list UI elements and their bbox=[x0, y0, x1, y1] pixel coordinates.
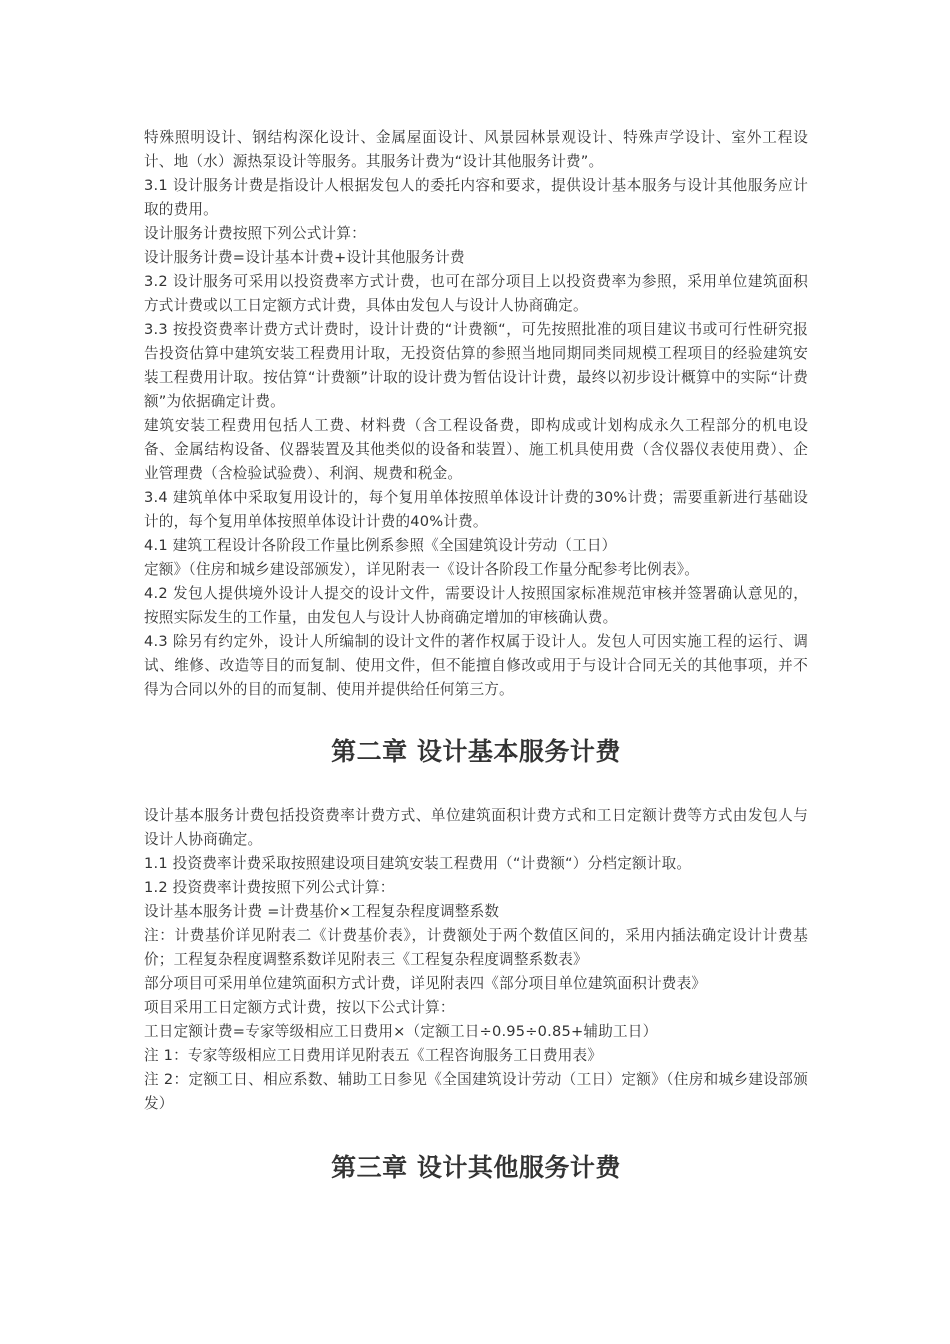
chapter-3-heading: 第三章 设计其他服务计费 bbox=[331, 1153, 621, 1182]
paragraph: 设计基本服务计费包括投资费率计费方式、单位建筑面积计费方式和工日定额计费等方式由发包人与设计人协商确定。 bbox=[144, 807, 808, 848]
note: 注 1：专家等级相应工日费用详见附表五《工程咨询服务工日费用表》 bbox=[144, 1047, 603, 1064]
paragraph: 4.2 发包人提供境外设计人提交的设计文件，需要设计人按照国家标准规范审核并签署确认意见的，按照实际发生的工作量，由发包人与设计人协商确定增加的审核确认费。 bbox=[144, 585, 808, 626]
paragraph: 部分项目可采用单位建筑面积方式计费，详见附表四《部分项目单位建筑面积计费表》 bbox=[144, 975, 707, 992]
paragraph: 4.1 建筑工程设计各阶段工作量比例系参照《全国建筑设计劳动（工日） bbox=[144, 537, 617, 554]
formula: 设计基本服务计费 =计费基价×工程复杂程度调整系数 bbox=[144, 903, 500, 920]
formula: 工日定额计费=专家等级相应工日费用×（定额工日÷0.95÷0.85+辅助工日） bbox=[144, 1023, 658, 1040]
note: 注：计费基价详见附表二《计费基价表》，计费额处于两个数值区间的，采用内插法确定设计计费基价；工程复杂程度调整系数详见附表三《工程复杂程度调整系数表》 bbox=[144, 927, 808, 968]
paragraph: 3.4 建筑单体中采取复用设计的，每个复用单体按照单体设计计费的30%计费；需要重新进行基础设计的，每个复用单体按照单体设计计费的40%计费。 bbox=[144, 489, 808, 530]
paragraph: 4.3 除另有约定外，设计人所编制的设计文件的著作权属于设计人。发包人可因实施工程的运行、调试、维修、改造等目的而复制、使用文件，但不能擅自修改或用于与设计合同无关的其他事项，并不得为合同以外的目的而复制、使用并提供给任何第三方。 bbox=[144, 633, 808, 698]
chapter-2-body bbox=[144, 804, 808, 1116]
paragraph: 建筑安装工程费用包括人工费、材料费（含工程设备费，即构成或计划构成永久工程部分的机电设备、金属结构设备、仪器装置及其他类似的设备和装置）、施工机具使用费（含仪器仪表使用费）、企业管理费（含检验试验费）、利润、规费和税金。 bbox=[144, 417, 808, 482]
note: 注 2：定额工日、相应系数、辅助工日参见《全国建筑设计劳动（工日）定额》（住房和城乡建设部颁发） bbox=[144, 1071, 808, 1112]
paragraph: 1.2 投资费率计费按照下列公式计算： bbox=[144, 879, 395, 896]
section-1 bbox=[144, 126, 808, 702]
paragraph: 3.1 设计服务计费是指设计人根据发包人的委托内容和要求，提供设计基本服务与设计其他服务应计取的费用。 bbox=[144, 177, 808, 218]
paragraph: 定额》（住房和城乡建设部颁发），详见附表一《设计各阶段工作量分配参考比例表》。 bbox=[144, 561, 700, 578]
document-page bbox=[144, 126, 808, 1184]
paragraph: 3.2 设计服务可采用以投资费率方式计费，也可在部分项目上以投资费率为参照，采用单位建筑面积方式计费或以工日定额方式计费，具体由发包人与设计人协商确定。 bbox=[144, 273, 808, 314]
paragraph: 1.1 投资费率计费采取按照建设项目建筑安装工程费用（“计费额“）分档定额计取。 bbox=[144, 855, 692, 872]
paragraph: 设计服务计费按照下列公式计算： bbox=[144, 225, 366, 242]
chapter-2-heading: 第二章 设计基本服务计费 bbox=[331, 737, 621, 766]
paragraph: 3.3 按投资费率计费方式计费时，设计计费的“计费额“，可先按照批准的项目建议书或可行性研究报告投资估算中建筑安装工程费用计取，无投资估算的参照当地同期同类同规模工程项目的经验建筑安装工程费用计取。按估算“计费额”计取的设计费为暂估设计计费，最终以初步设计概算中的实际“计费额”为依据确定计费。 bbox=[144, 321, 808, 410]
paragraph: 项目采用工日定额方式计费，按以下公式计算： bbox=[144, 999, 455, 1016]
formula: 设计服务计费=设计基本计费+设计其他服务计费 bbox=[144, 249, 465, 266]
paragraph: 特殊照明设计、钢结构深化设计、金属屋面设计、风景园林景观设计、特殊声学设计、室外工程设计、地（水）源热泵设计等服务。其服务计费为“设计其他服务计费”。 bbox=[144, 129, 808, 170]
